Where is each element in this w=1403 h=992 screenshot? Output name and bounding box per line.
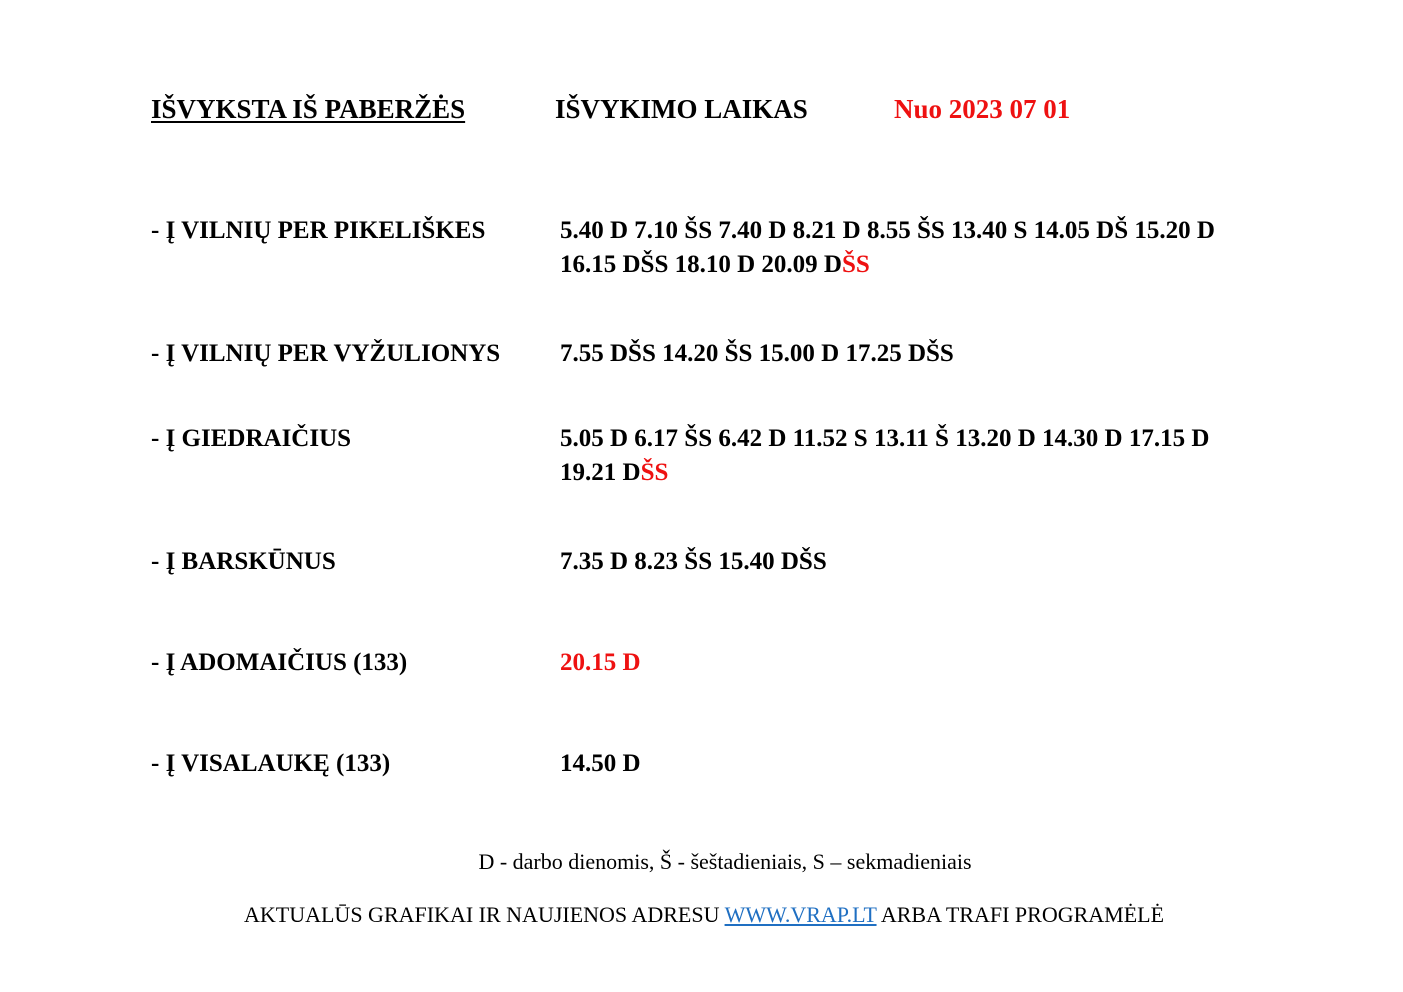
route-times-visalauke	[560, 747, 1260, 781]
times-line: 7.35 D 8.23 ŠS 15.40 DŠS	[560, 548, 827, 575]
route-times-pikeliskes	[560, 214, 1260, 282]
footer-text	[244, 900, 1164, 930]
route-destination-pikeliskes: - Į VILNIŲ PER PIKELIŠKES	[151, 217, 486, 244]
legend-text: D - darbo dienomis, Š - šeštadieniais, S – sekmadieniais	[478, 849, 972, 874]
route-destination-visalauke: - Į VISALAUKĘ (133)	[151, 750, 391, 777]
footer-text-after: ARBA TRAFI PROGRAMĖLĖ	[876, 902, 1165, 927]
times-text: 16.15 DŠS 18.10 D 20.09 D	[560, 251, 842, 278]
times-line	[560, 456, 1260, 490]
departure-time-heading: IŠVYKIMO LAIKAS	[555, 94, 808, 124]
route-destination-giedraicius: - Į GIEDRAIČIUS	[151, 425, 352, 452]
times-line	[560, 248, 1260, 282]
route-times-giedraicius	[560, 422, 1260, 490]
times-line: 5.40 D 7.10 ŠS 7.40 D 8.21 D 8.55 ŠS 13.40 S 14.05 DŠ 15.20 D	[560, 217, 1215, 244]
times-line: 14.50 D	[560, 750, 641, 777]
times-text-highlight: ŠS	[841, 251, 870, 278]
website-link[interactable]: WWW.VRAP.LT	[724, 902, 877, 927]
route-destination-adomaicius: - Į ADOMAIČIUS (133)	[151, 649, 408, 676]
times-line-highlight: 20.15 D	[560, 649, 641, 676]
departs-from-heading: IŠVYKSTA IŠ PABERŽĖS	[151, 94, 466, 124]
footer-text-before: AKTUALŪS GRAFIKAI IR NAUJIENOS ADRESU	[244, 902, 725, 927]
route-times-vyzulionys	[560, 337, 1260, 371]
times-text: 19.21 D	[560, 459, 641, 486]
route-destination-vyzulionys: - Į VILNIŲ PER VYŽULIONYS	[151, 340, 501, 367]
times-line: 5.05 D 6.17 ŠS 6.42 D 11.52 S 13.11 Š 13.20 D 14.30 D 17.15 D	[560, 425, 1210, 452]
times-text-highlight: ŠS	[640, 459, 669, 486]
route-times-adomaicius	[560, 646, 1260, 680]
times-line: 7.55 DŠS 14.20 ŠS 15.00 D 17.25 DŠS	[560, 340, 954, 367]
valid-from-heading: Nuo 2023 07 01	[894, 94, 1071, 124]
route-destination-barskunus: - Į BARSKŪNUS	[151, 548, 336, 575]
route-times-barskunus	[560, 545, 1260, 579]
